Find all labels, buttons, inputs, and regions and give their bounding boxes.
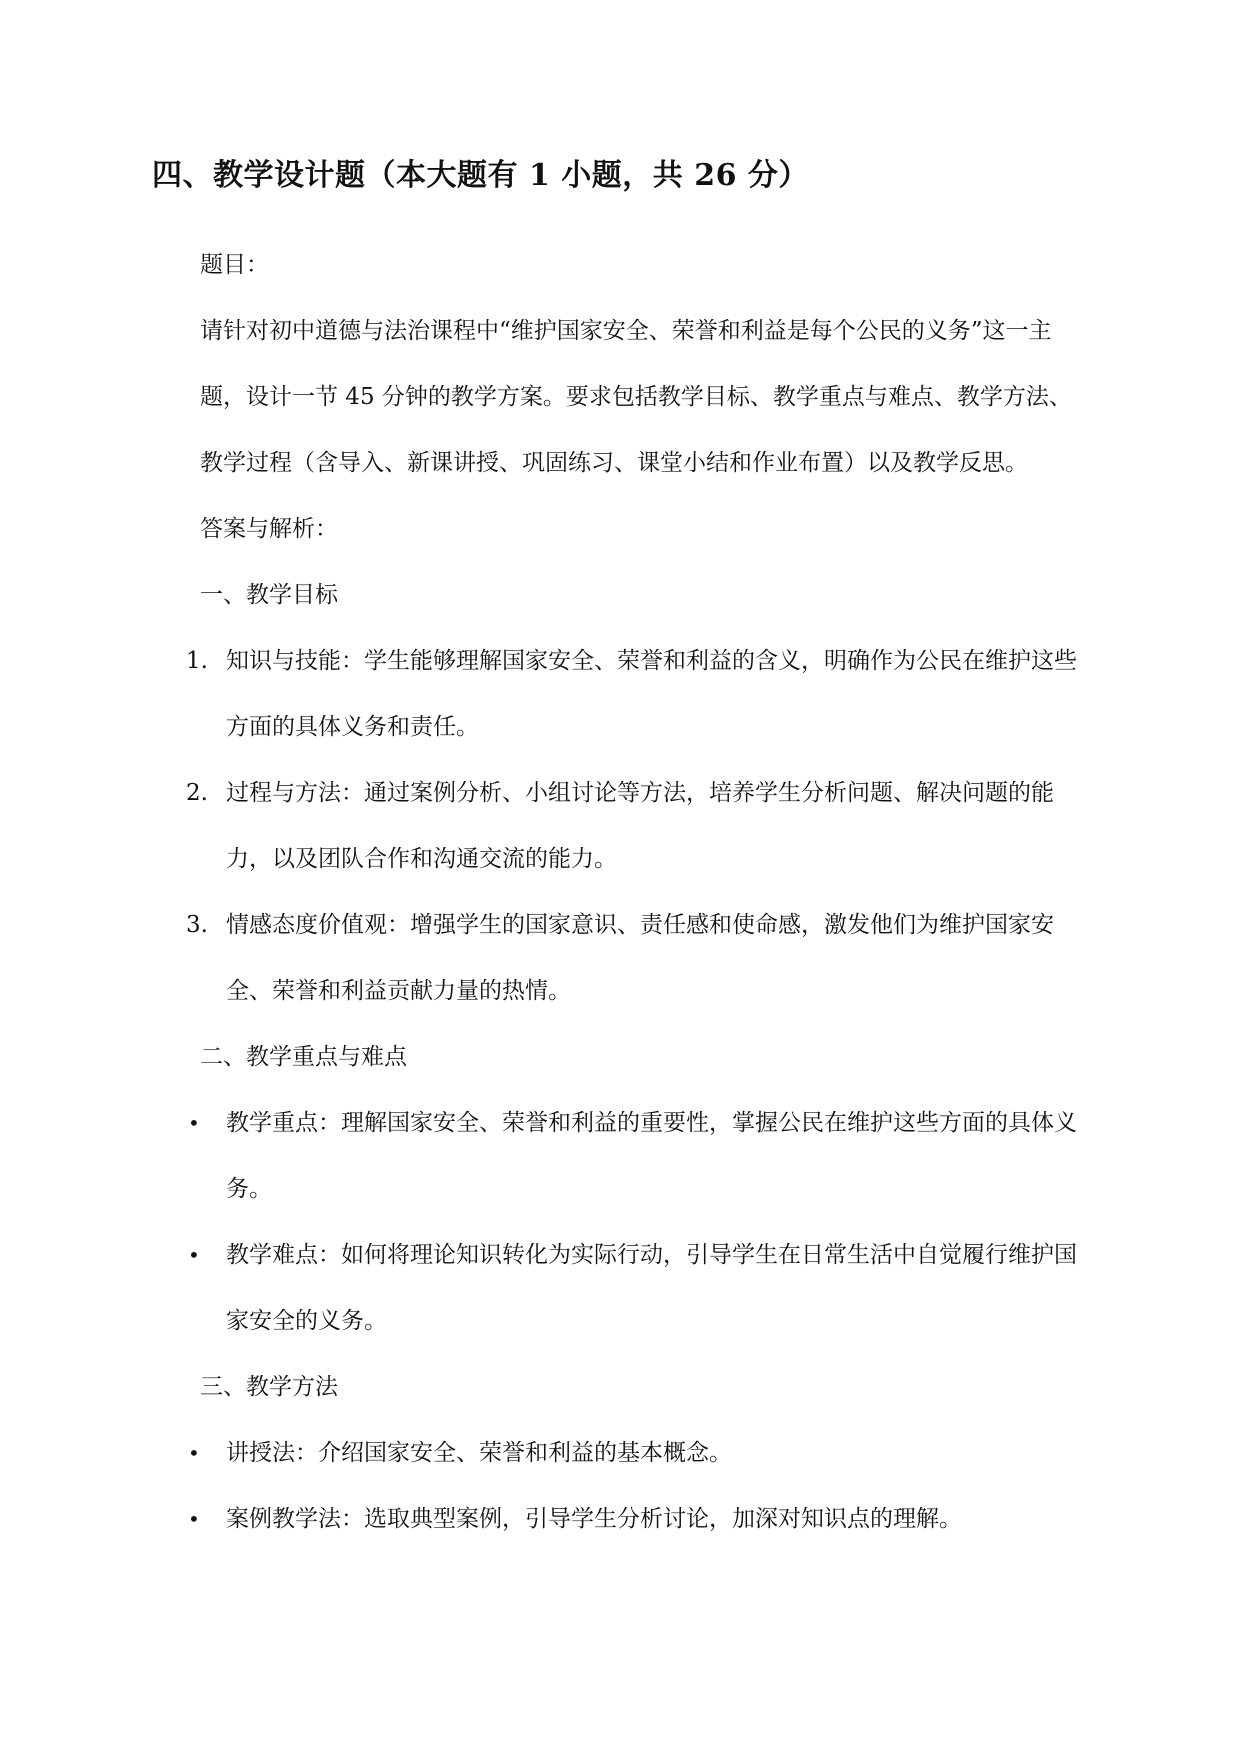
question-text: 请针对初中道德与法治课程中“维护国家安全、荣誉和利益是每个公民的义务”这一主题，设计一节 45 分钟的教学方案。要求包括教学目标、教学重点与难点、教学方法、教学过程（含导入、新课讲授、巩固练习、课堂小结和作业布置）以及教学反思。 <box>200 318 1072 476</box>
answer-label: 答案与解析： <box>200 516 338 542</box>
bullet-icon: • <box>188 1507 200 1531</box>
objectives-title: 一、教学目标 <box>200 582 338 608</box>
list-item <box>186 760 1080 892</box>
list-item-text: 情感态度价值观：增强学生的国家意识、责任感和使命感，激发他们为维护国家安全、荣誉和利益贡献力量的热情。 <box>226 912 1054 1004</box>
key-points-title: 二、教学重点与难点 <box>200 1044 407 1070</box>
list-item-text: 知识与技能：学生能够理解国家安全、荣誉和利益的含义，明确作为公民在维护这些方面的具体义务和责任。 <box>226 648 1077 740</box>
list-item <box>188 1486 1080 1552</box>
question-label: 题目： <box>200 252 269 278</box>
list-item-text: 教学难点：如何将理论知识转化为实际行动，引导学生在日常生活中自觉履行维护国家安全的义务。 <box>226 1242 1077 1334</box>
section-heading: 四、教学设计题（本大题有 1 小题，共 26 分） <box>152 158 809 193</box>
list-item <box>188 1222 1080 1354</box>
bullet-icon: • <box>188 1243 200 1267</box>
list-number: 2. <box>186 780 208 806</box>
list-item-text: 案例教学法：选取典型案例，引导学生分析讨论，加深对知识点的理解。 <box>226 1506 962 1532</box>
list-item <box>188 1090 1080 1222</box>
document-body <box>186 232 1080 1552</box>
objectives-list <box>186 628 1080 1024</box>
list-item-text: 教学重点：理解国家安全、荣誉和利益的重要性，掌握公民在维护这些方面的具体义务。 <box>226 1110 1077 1202</box>
list-item-text: 过程与方法：通过案例分析、小组讨论等方法，培养学生分析问题、解决问题的能力，以及团队合作和沟通交流的能力。 <box>226 780 1054 872</box>
list-item <box>186 628 1080 760</box>
methods-list <box>188 1420 1080 1552</box>
list-item-text: 讲授法：介绍国家安全、荣誉和利益的基本概念。 <box>226 1440 732 1466</box>
list-number: 1. <box>186 648 208 674</box>
bullet-icon: • <box>188 1441 200 1465</box>
methods-title: 三、教学方法 <box>200 1374 338 1400</box>
list-item <box>186 892 1080 1024</box>
list-number: 3. <box>186 912 208 938</box>
list-item <box>188 1420 1080 1486</box>
bullet-icon: • <box>188 1111 200 1135</box>
key-points-list <box>188 1090 1080 1354</box>
